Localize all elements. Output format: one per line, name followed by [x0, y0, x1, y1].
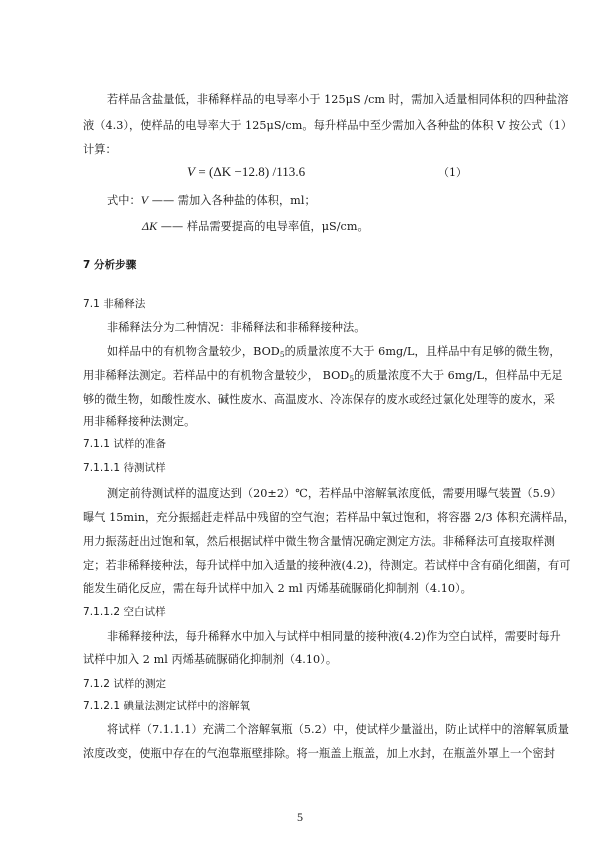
- section-7-1-2-heading: 7.1.2 试样的测定: [83, 678, 167, 690]
- formula-lhs: V: [187, 164, 195, 179]
- s7-1-p2-line-4: 用非稀释接种法测定。: [83, 415, 196, 428]
- where-dk-line: [142, 218, 369, 235]
- where-dk-desc: —— 样品需要提高的电导率值，μS/cm。: [160, 220, 369, 233]
- where-v-line: [107, 192, 316, 209]
- s7-1-p2-line-3: 够的微生物，如酸性废水、碱性废水、高温废水、冷冻保存的废水或经过氯化处理等的废水，采: [83, 393, 555, 406]
- s7-1-1-1-line-5: 能发生硝化反应，需在每升试样中加入 2 ml 丙烯基硫脲硝化抑制剂（4.10）。: [83, 582, 472, 595]
- bod-subscript: 5: [349, 374, 355, 383]
- where-dk-symbol: ΔK: [142, 219, 158, 233]
- s7-1-p2-l1-a: 如样品中的有机物含量较少，BOD: [107, 345, 280, 358]
- s7-1-1-1-line-4: 定；若非稀释接种法，每升试样中加入适量的接种液(4.2)，待测定。若试样中含有硝化细菌，有可: [83, 559, 571, 572]
- page-number: 5: [297, 810, 303, 824]
- bod-subscript: 5: [279, 350, 285, 359]
- section-7-1-heading: 7.1 非稀释法: [83, 298, 146, 310]
- where-v-symbol: V: [140, 193, 149, 207]
- paragraph-salt-line-3: 计算：: [83, 143, 117, 156]
- s7-1-1-1-line-1: 测定前待测试样的温度达到（20±2）℃，若样品中溶解氧浓度低，需要用曝气装置（5.9）: [107, 487, 562, 500]
- s7-1-paragraph-1: 非稀释法分为二种情况：非稀释法和非稀释接种法。: [107, 321, 366, 334]
- s7-1-1-1-line-2: 曝气 15min，充分振摇赶走样品中残留的空气泡；若样品中氧过饱和，将容器 2/3 体积充满样品，: [83, 511, 575, 524]
- section-7-1-1-2-heading: 7.1.1.2 空白试样: [83, 606, 166, 618]
- s7-1-p2-l2-b: 的质量浓度不大于 6mg/L，但样品中无足: [354, 369, 563, 382]
- s7-1-p2-line-1: [107, 344, 561, 360]
- paragraph-salt-line-1: 若样品含盐量低，非稀释样品的电导率小于 125μS /cm 时，需加入适量相同体积的四种盐溶: [107, 93, 569, 106]
- s7-1-1-2-line-1: 非稀释接种法，每升稀释水中加入与试样中相同量的接种液(4.2)作为空白试样，需要时每升: [107, 630, 561, 643]
- section-7-1-1-heading: 7.1.1 试样的准备: [83, 438, 167, 450]
- formula-number: （1）: [438, 166, 467, 179]
- s7-1-2-1-line-1: 将试样（7.1.1.1）充满二个溶解氧瓶（5.2）中，使试样少量溢出，防止试样中的溶解氧质量: [107, 723, 569, 736]
- formula-1: [187, 164, 305, 180]
- s7-1-1-1-line-3: 用力振荡赶出过饱和氧，然后根据试样中微生物含量情况确定测定方法。非稀释法可直接取样测: [83, 535, 555, 548]
- s7-1-1-2-line-2: 试样中加入 2 ml 丙烯基硫脲硝化抑制剂（4.10）。: [83, 653, 338, 666]
- section-7-1-1-1-heading: 7.1.1.1 待测试样: [83, 462, 166, 474]
- where-prefix: 式中：: [107, 194, 141, 207]
- where-v-desc: —— 需加入各种盐的体积，ml；: [151, 194, 316, 207]
- s7-1-p2-l1-b: 的质量浓度不大于 6mg/L，且样品中有足够的微生物，: [284, 345, 561, 358]
- s7-1-p2-l2-a: 用非稀释法测定。若样品中的有机物含量较少， BOD: [83, 369, 350, 382]
- s7-1-p2-line-2: [83, 368, 563, 384]
- formula-rhs: = (ΔK −12.8) /113.6: [198, 164, 306, 179]
- paragraph-salt-line-2: 液（4.3），使样品的电导率大于 125μS/cm。每升样品中至少需加入各种盐的体积 V 按公式（1）: [83, 119, 573, 132]
- s7-1-2-1-line-2: 浓度改变，使瓶中存在的气泡靠瓶壁排除。将一瓶盖上瓶盖，加上水封，在瓶盖外罩上一个密封: [83, 747, 555, 760]
- section-7-heading: 7 分析步骤: [83, 259, 137, 271]
- section-7-1-2-1-heading: 7.1.2.1 碘量法测定试样中的溶解氧: [83, 700, 251, 712]
